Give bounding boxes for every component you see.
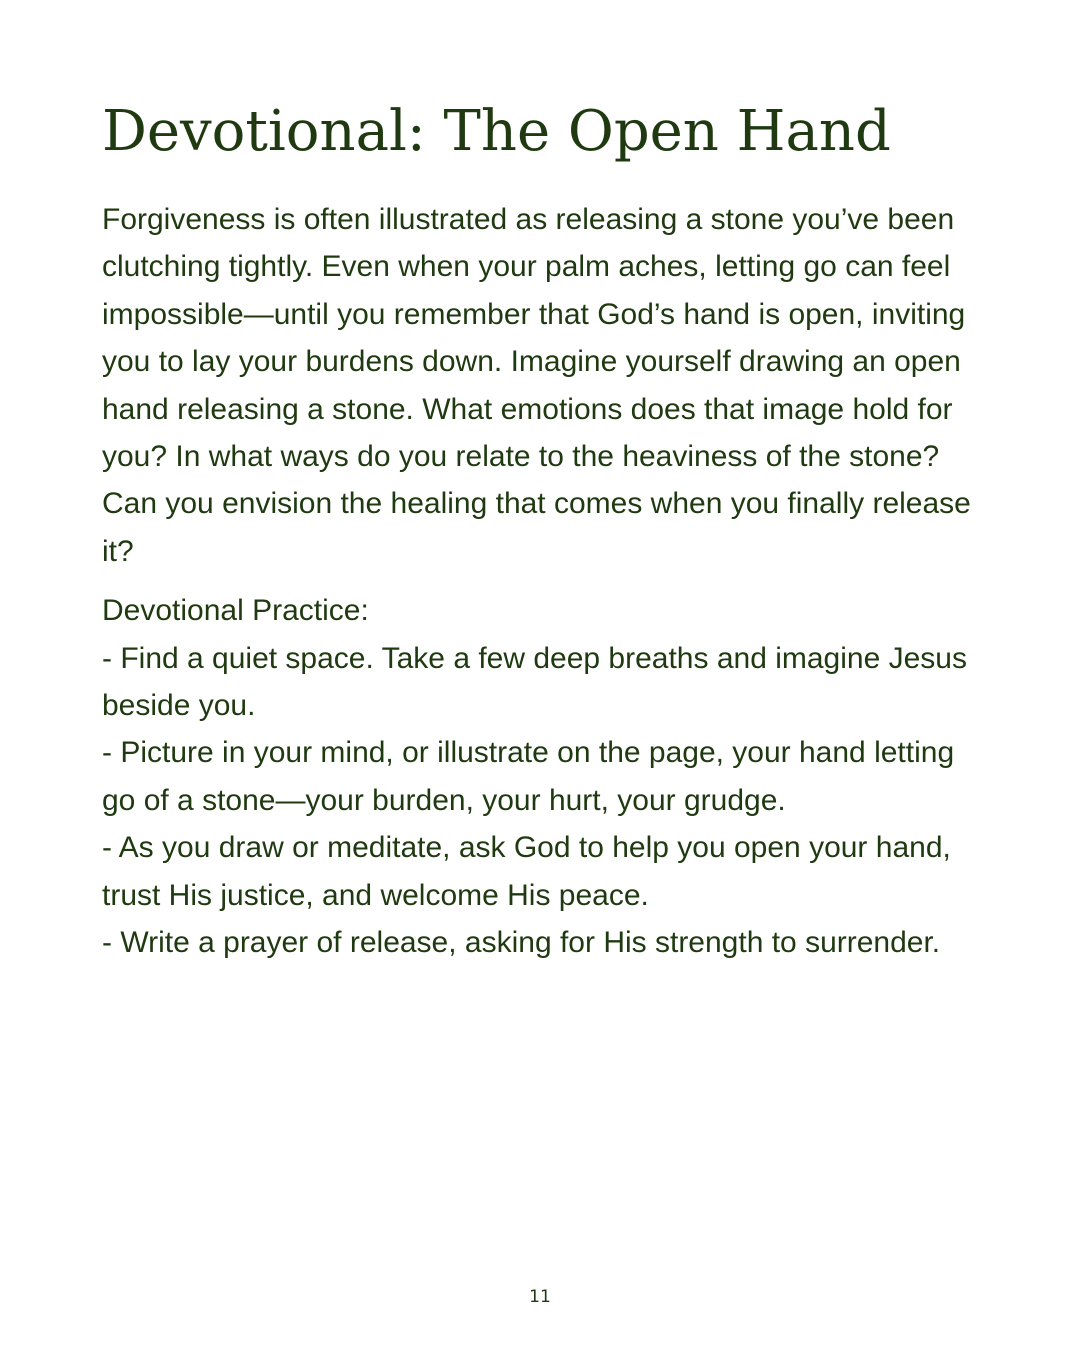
practice-item-2: - Picture in your mind, or illustrate on the page, your hand letting go of a stone—your burden, your hurt, your grudge. <box>102 736 955 817</box>
intro-paragraph: Forgiveness is often illustrated as releasing a stone you’ve been clutching tightly. Even when your palm aches, letting go can feel impossible—until you remember that God’s hand is open, inviting you to lay your burdens down. Imagine yourself drawing an open hand releasing a stone. What emotions does that image hold for you? In what ways do you relate to the heaviness of the stone? Can you envision the healing that comes when you finally release it? <box>102 203 971 568</box>
practice-list <box>102 635 992 967</box>
page-number: 11 <box>529 1287 551 1307</box>
practice-item-1: - Find a quiet space. Take a few deep breaths and imagine Jesus beside you. <box>102 641 967 723</box>
practice-item-3: - As you draw or meditate, ask God to help you open your hand, trust His justice, and welcome His peace. <box>102 831 951 912</box>
practice-heading: Devotional Practice: <box>102 594 369 628</box>
page-title: Devotional: The Open Hand <box>102 99 891 164</box>
document-page <box>102 96 992 967</box>
practice-item-4: - Write a prayer of release, asking for His strength to surrender. <box>102 926 941 960</box>
